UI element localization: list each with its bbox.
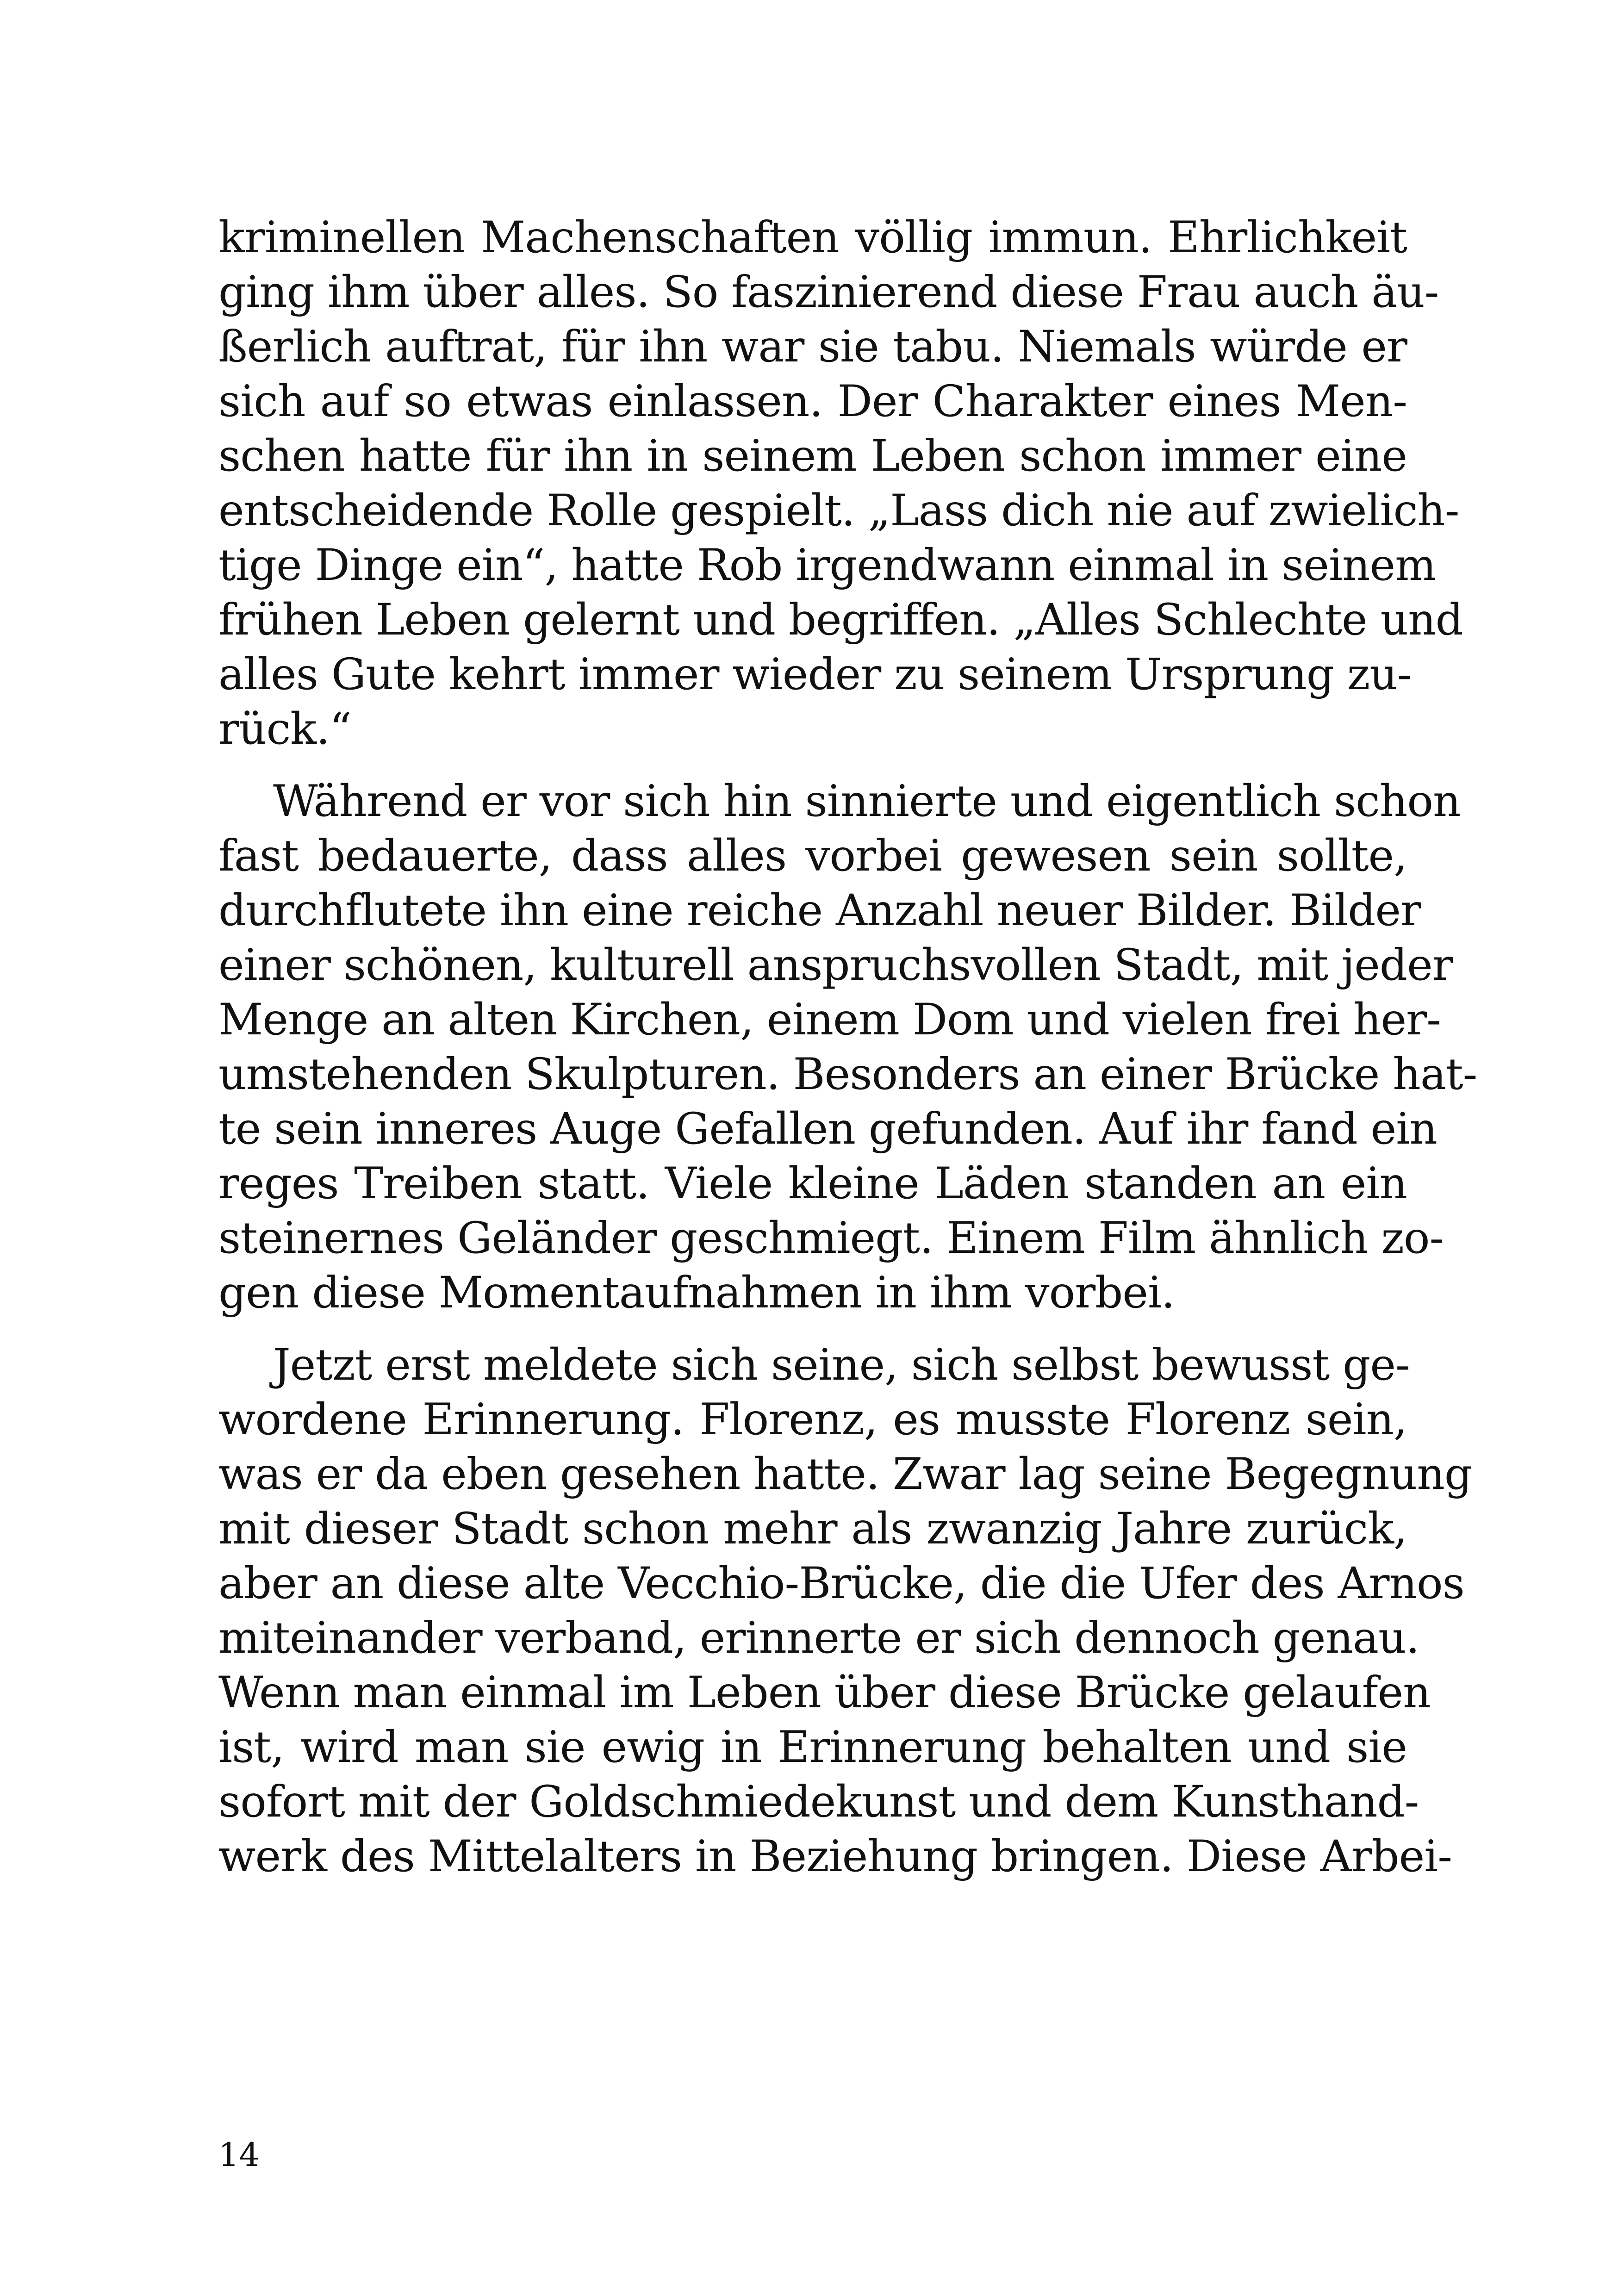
text-line: einer schönen, kulturell anspruchsvollen Stadt, mit jeder <box>218 940 1453 990</box>
text-line: schen hatte für ihn in seinem Leben schon immer eine <box>218 431 1407 481</box>
text-line: tige Dinge ein“, hatte Rob irgendwann einmal in seinem <box>218 540 1436 591</box>
text-line: miteinander verband, erinnerte er sich dennoch genau. <box>218 1613 1419 1663</box>
text-line: aber an diese alte Vecchio-Brücke, die die Ufer des Arnos <box>218 1558 1464 1609</box>
text-line: entscheidende Rolle gespielt. „Lass dich nie auf zwielich- <box>218 485 1459 536</box>
text-line: werk des Mittelalters in Beziehung bringen. Diese Arbei- <box>218 1831 1452 1882</box>
text-line: Wenn man einmal im Leben über diese Brücke gelaufen <box>218 1668 1431 1718</box>
body-text <box>218 211 1477 1902</box>
paragraph-1 <box>218 211 1463 757</box>
text-line: wordene Erinnerung. Florenz, es musste Florenz sein, <box>218 1394 1407 1445</box>
text-line: Während er vor sich hin sinnierte und eigentlich schon <box>273 776 1461 827</box>
paragraph-2 <box>218 774 1477 1320</box>
text-line: umstehenden Skulpturen. Besonders an einer Brücke hat- <box>218 1049 1477 1100</box>
text-line: mit dieser Stadt schon mehr als zwanzig Jahre zurück, <box>218 1504 1407 1554</box>
text-line: kriminellen Machenschaften völlig immun. Ehrlichkeit <box>218 212 1407 263</box>
page-number: 14 <box>218 2136 260 2174</box>
text-line: steinernes Geländer geschmiegt. Einem Film ähnlich zo- <box>218 1213 1444 1263</box>
text-line: durchflutete ihn eine reiche Anzahl neuer Bilder. Bilder <box>218 885 1421 936</box>
text-line: te sein inneres Auge Gefallen gefunden. Auf ihr fand ein <box>218 1104 1437 1154</box>
text-line: Menge an alten Kirchen, einem Dom und vielen frei her- <box>218 995 1441 1045</box>
text-line: was er da eben gesehen hatte. Zwar lag seine Begegnung <box>218 1449 1472 1500</box>
text-line: fast bedauerte, dass alles vorbei gewesen sein sollte, <box>218 831 1407 881</box>
text-line: alles Gute kehrt immer wieder zu seinem Ursprung zu- <box>218 649 1412 700</box>
text-line: sich auf so etwas einlassen. Der Charakter eines Men- <box>218 376 1407 427</box>
paragraph-3 <box>218 1338 1472 1884</box>
text-line: frühen Leben gelernt und begriffen. „Alles Schlechte und <box>218 595 1463 645</box>
text-line: reges Treiben statt. Viele kleine Läden standen an ein <box>218 1158 1407 1209</box>
text-line: ßerlich auftrat, für ihn war sie tabu. Niemals würde er <box>218 322 1407 372</box>
text-line: Jetzt erst meldete sich seine, sich selbst bewusst ge- <box>273 1340 1410 1390</box>
text-line: sofort mit der Goldschmiedekunst und dem Kunsthand- <box>218 1777 1419 1827</box>
text-line: rück.“ <box>218 704 352 754</box>
text-line: ging ihm über alles. So faszinierend diese Frau auch äu- <box>218 267 1439 317</box>
text-line: gen diese Momentaufnahmen in ihm vorbei. <box>218 1268 1175 1318</box>
text-line: ist, wird man sie ewig in Erinnerung behalten und sie <box>218 1722 1407 1773</box>
